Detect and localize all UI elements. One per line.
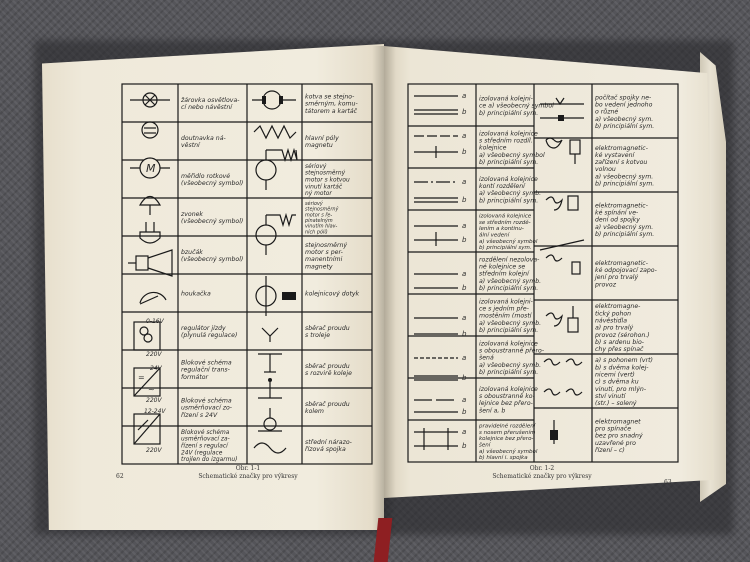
right-col1-description-line: a) všeobecný symb. xyxy=(479,319,542,327)
right-col1-description-line: kontí rozdělení xyxy=(479,183,525,191)
left-col1-description-line: Blokové schéma xyxy=(181,397,232,405)
right-col2-description-line: bez pro snadný xyxy=(595,432,643,440)
right-col2-description-line: nicemi (vert) xyxy=(595,371,635,379)
right-col1-description-line: izolovaná kolejnice xyxy=(479,340,538,348)
svg-text:a: a xyxy=(462,132,467,140)
svg-text:a: a xyxy=(462,396,467,404)
left-col1-description-line: houkačka xyxy=(181,290,211,298)
transformer-block-symbol xyxy=(134,322,160,350)
right-col2-description-line: elektromagnet xyxy=(595,418,641,426)
svg-text:b: b xyxy=(462,196,467,204)
svg-text:b: b xyxy=(462,374,467,382)
right-col2-description-line: jení pro trvalý xyxy=(595,274,639,282)
left-col1-description-line: Blokové schéma xyxy=(181,429,230,436)
voltage-label-12-24v: 12-24V xyxy=(144,408,166,415)
svg-text:a: a xyxy=(462,270,467,278)
left-col2-description-line: s troleje xyxy=(305,332,330,340)
right-caption-title: Obr. 1-2 xyxy=(529,465,555,472)
right-col1-description-line: mostěním (mostí xyxy=(479,312,532,320)
left-col2-description-line: kolem xyxy=(305,408,324,416)
right-col1-description-line: a) všeobecný symbol xyxy=(479,151,545,159)
right-col1-description-line: ce a) všeobecný symbol xyxy=(479,102,554,110)
right-col2-description-line: a) všeobecný sym. xyxy=(595,115,654,123)
right-col2-description-line: návěstidla xyxy=(595,317,627,325)
rail-ab-labels xyxy=(462,92,467,450)
left-col1-description-line: (všeobecný symbol) xyxy=(181,218,244,226)
left-col1-description-line: (plynulá regulace) xyxy=(181,332,238,340)
left-col2-description-line: pínatelným xyxy=(305,217,333,224)
right-col1-description-line: a) všeobecný symbol xyxy=(479,238,538,245)
right-col1-description-line: izolovaná kolejnice xyxy=(479,130,538,138)
rectifier-block-symbol xyxy=(134,368,160,396)
left-caption-text: Schematické značky pro výkresy xyxy=(198,473,298,480)
right-col1-description-line: b) principiální sym. xyxy=(479,284,539,292)
right-col1-description-line: izolovaná kolejnice xyxy=(479,213,532,220)
right-caption-text: Schematické značky pro výkresy xyxy=(492,473,592,480)
wheel-collector-symbol xyxy=(258,408,282,431)
right-col1-description-line: izolovaná kolejni- xyxy=(479,95,533,103)
left-col1-description-line: řízení s regulací xyxy=(181,443,228,450)
left-col2-description-line: manentními xyxy=(305,256,343,264)
right-col1-description-line: a) všeobecný symb. xyxy=(479,361,542,369)
left-page-number: 62 xyxy=(116,473,124,480)
left-col2-description-line: ný motor xyxy=(305,191,332,198)
left-col1-description-line: (všeobecný symbol) xyxy=(181,180,244,188)
right-col1-description-line: b) principiální sym. xyxy=(479,368,539,376)
svg-text:a: a xyxy=(462,428,467,436)
left-col2-description-line: směrným, komu- xyxy=(305,100,358,108)
left-col2-description-line: hlavní póly xyxy=(305,135,339,143)
left-col2-description-line: s rozvirě koleje xyxy=(305,370,352,378)
right-col1-description-line: b) hlavní i. spojka xyxy=(479,455,528,462)
svg-text:b: b xyxy=(462,108,467,116)
right-col1-description-line: b) principiální sym. xyxy=(479,109,539,117)
svg-text:b: b xyxy=(462,236,467,244)
right-col1-description-line: izolovaná kolejnice xyxy=(479,175,538,183)
left-col2-description-line: vinutí kartáč xyxy=(305,184,343,191)
svg-text:b: b xyxy=(462,148,467,156)
left-col2-description-line: tátorem a kartáč xyxy=(305,107,358,115)
right-col2-description-line: pro spínače xyxy=(595,425,632,433)
left-caption-title: Obr. 1-1 xyxy=(235,465,261,472)
right-col2-description-line: a) všeobecný sym. xyxy=(595,223,654,231)
left-col2-description-line: sběrač proudu xyxy=(305,363,350,371)
right-col2-description-line: bo vedení jednoho xyxy=(595,101,653,109)
coupling-symbol xyxy=(254,443,286,453)
right-col1-description-line: s oboustranně ko- xyxy=(479,393,535,401)
left-col2-description-line: motor s ře- xyxy=(305,212,333,219)
left-col1-description-line: věstní xyxy=(181,142,200,150)
left-col2-description-line: kolejnicový dotyk xyxy=(305,290,360,298)
svg-text:a: a xyxy=(462,314,467,322)
svg-text:b: b xyxy=(462,330,467,338)
right-col1-description-line: s oboustranně přero- xyxy=(479,347,545,355)
left-col1-description-line: bzučák xyxy=(181,249,203,257)
right-col2-description-line: vinutí, pro mlýn- xyxy=(595,385,647,393)
right-col1-description-line: b) principiální sym. xyxy=(479,158,539,166)
svg-text:~: ~ xyxy=(148,385,155,394)
left-col2-description-line: stejnosměrný xyxy=(305,206,339,213)
right-col1-description-line: a) všeobecný symb. xyxy=(479,190,542,198)
right-col2-description-line: ké vystavení xyxy=(595,151,635,159)
right-col1-description-line: lejnice bez přero- xyxy=(479,400,533,408)
left-col1-description-line: usměrňovací zo- xyxy=(181,404,233,412)
speed-regulator-symbol xyxy=(140,292,166,304)
right-col2-description-line: a) pro trvalý xyxy=(595,324,634,332)
regulated-rectifier-block-symbol xyxy=(134,414,160,444)
left-col2-description-line: sériový xyxy=(305,163,327,170)
right-col1-description-line: a) všeobecný symbol xyxy=(479,448,538,455)
left-col1-description-line: žárovka osvětlova- xyxy=(181,97,240,105)
voltage-label-220v-c: 220V xyxy=(146,447,162,454)
left-col1-description-line: měřidlo rotkové xyxy=(181,173,231,181)
right-col1-description-line: šení a, b xyxy=(479,407,506,415)
right-col1-description-line: b) principiální sym. xyxy=(479,326,539,334)
left-col2-description-line: stejnosměrný xyxy=(305,241,348,249)
left-col2-description-line: motor s kotvou xyxy=(305,177,350,184)
right-col2-description-line: b) principiální sym. xyxy=(595,230,655,238)
horn-symbol xyxy=(128,250,172,276)
right-col2-description-line: zařízení s kotvou xyxy=(595,159,648,167)
right-col1-description-line: pravidelné rozdělení xyxy=(479,423,536,430)
right-col2-description-line: řízení – c) xyxy=(595,446,625,454)
voltage-label-220v-a: 220V xyxy=(146,351,162,358)
series-motor-symbol xyxy=(256,150,297,190)
right-col2-description-line: ství vinutí xyxy=(595,392,626,400)
left-col1-description-line: řízení s 24V xyxy=(181,411,218,419)
right-col1-description-line: se středním rozdě- xyxy=(479,219,531,226)
relay-symbols xyxy=(540,98,584,444)
left-col2-description-line: vinutím hlav- xyxy=(305,223,338,230)
right-col2-description-line: tický pohon xyxy=(595,310,632,318)
right-col1-description-line: rozdělení nezolova- xyxy=(479,256,540,264)
left-col2-description-line: motor s per- xyxy=(305,249,343,257)
glow-lamp-symbol xyxy=(142,122,158,138)
lamp-symbol xyxy=(130,93,170,107)
left-col2-description-line: řízová spojka xyxy=(305,446,346,454)
right-col1-description-line: né kolejnice se xyxy=(479,263,526,271)
voltage-label-24v: 24V xyxy=(150,365,162,372)
left-col2-description-line: střední nárazo- xyxy=(305,439,352,447)
right-col1-description-line: středním kolejní xyxy=(479,270,529,278)
right-col2-description-line: provoz (sérohon.) xyxy=(595,331,650,339)
left-col2-description-line: ních pólů xyxy=(305,229,328,236)
left-col1-description-line: zvonek xyxy=(181,211,204,219)
left-col1-description-line: (všeobecný symbol) xyxy=(181,256,244,264)
series-motor-switchable-symbol xyxy=(256,215,296,255)
trolley-collector-symbol xyxy=(258,354,282,372)
voltage-label-220v-b: 220V xyxy=(146,397,162,404)
svg-text:a: a xyxy=(462,354,467,362)
svg-text:a: a xyxy=(462,222,467,230)
right-col2-description-line: b) principiální sym. xyxy=(595,122,655,130)
right-col1-description-line: izolovaná kolejnice xyxy=(479,385,538,393)
right-col1-description-line: kolejnice xyxy=(479,144,507,152)
right-col2-description-line: chy přes spínač xyxy=(595,346,644,353)
field-poles-symbol xyxy=(254,126,296,138)
permanent-magnet-motor-symbol xyxy=(256,276,296,316)
armature-symbol xyxy=(252,91,296,109)
rail-contact-symbol xyxy=(262,328,278,342)
svg-text:a: a xyxy=(462,178,467,186)
right-col1-description-line: kolejnice bez přero- xyxy=(479,436,534,443)
voltage-label-0-16v: 0-16V xyxy=(146,318,164,325)
right-col2-description-line: a) s pohonem (vrt) xyxy=(595,357,653,365)
right-col2-description-line: b) principiální sym. xyxy=(595,180,655,188)
right-col2-description-line: ké spínání ve- xyxy=(595,209,639,217)
right-col2-description-line: b) s ardenu bio- xyxy=(595,338,645,346)
left-col1-description-line: trojlen do izgarmu) xyxy=(181,457,238,464)
right-col2-description-line: elektromagnetic- xyxy=(595,202,648,210)
right-col2-description-line: uzavřené pro xyxy=(595,439,636,447)
right-col1-description-line: ce s jedním pře- xyxy=(479,305,529,313)
left-col1-description-line: regulační trans- xyxy=(181,366,230,374)
meter-symbol xyxy=(130,158,170,178)
svg-text:b: b xyxy=(462,442,467,450)
right-col2-description-line: c) s dvěma ku xyxy=(595,378,639,386)
left-col1-description-line: cí nebo návěstní xyxy=(181,104,232,112)
svg-text:M: M xyxy=(146,162,156,175)
rail-symbols xyxy=(414,96,458,450)
right-col2-description-line: dení od spojky xyxy=(595,216,640,224)
svg-text:b: b xyxy=(462,284,467,292)
right-col1-description-line: a) všeobecný symb. xyxy=(479,277,542,285)
left-col2-description-line: sběrač proudu xyxy=(305,325,350,333)
right-col1-description-line: izolovaná kolejni- xyxy=(479,298,533,306)
right-col1-description-line: šení xyxy=(479,442,491,449)
right-col2-description-line: o různé xyxy=(595,108,619,116)
right-col2-description-line: elektromagne- xyxy=(595,303,641,311)
right-col2-description-line: elektromagnetic- xyxy=(595,144,648,152)
right-col1-description-line: s nosem přerušením xyxy=(479,429,536,436)
left-col1-description-line: regulátor jízdy xyxy=(181,325,226,333)
right-col2-description-line: provoz xyxy=(595,281,616,289)
right-col2-description-line: (str.) – solený xyxy=(595,400,637,407)
right-col1-description-line: s středním rozdíl. xyxy=(479,137,533,145)
left-col2-description-line: sériový xyxy=(305,200,323,207)
right-col2-description-line: volnou xyxy=(595,166,616,174)
left-col2-description-line: kotva se stejno- xyxy=(305,93,355,101)
svg-text:=: = xyxy=(138,373,145,382)
right-col2-description-line: a) všeobecný sym. xyxy=(595,173,654,181)
left-col1-description-line: 24V (regulace xyxy=(181,450,223,457)
right-page-number: 63 xyxy=(664,479,672,486)
right-col1-description-line: ální vedení xyxy=(479,232,510,239)
left-col2-description-line: magnety xyxy=(305,263,333,271)
right-col1-description-line: b) principiální sym. xyxy=(479,245,532,252)
right-col2-description-line: počítač spojky ne- xyxy=(595,94,652,102)
right-col1-description-line: lením a kontinu- xyxy=(479,226,524,233)
right-col2-description-line: b) s dvěma kolej- xyxy=(595,364,649,372)
left-col2-description-line: sběrač proudu xyxy=(305,401,350,409)
left-col1-description-line: doutnavka ná- xyxy=(181,135,226,143)
svg-text:b: b xyxy=(462,408,467,416)
left-col2-description-line: magnetu xyxy=(305,142,333,150)
right-col2-description-line: elektromagnetic- xyxy=(595,259,648,267)
bell-symbol xyxy=(140,197,160,216)
buzzer-symbol xyxy=(140,222,160,243)
left-col1-description-line: Blokové schéma xyxy=(181,359,232,367)
right-col1-description-line: b) principiální sym. xyxy=(479,197,539,205)
right-col2-description-line: ké odpojovací zapo- xyxy=(595,267,657,275)
left-col2-description-line: stejnosměrný xyxy=(305,170,346,177)
right-col1-description-line: šená xyxy=(479,354,494,362)
svg-text:a: a xyxy=(462,92,467,100)
left-col1-description-line: usměrňovací za- xyxy=(181,436,230,443)
left-col1-description-line: formátor xyxy=(181,373,209,381)
